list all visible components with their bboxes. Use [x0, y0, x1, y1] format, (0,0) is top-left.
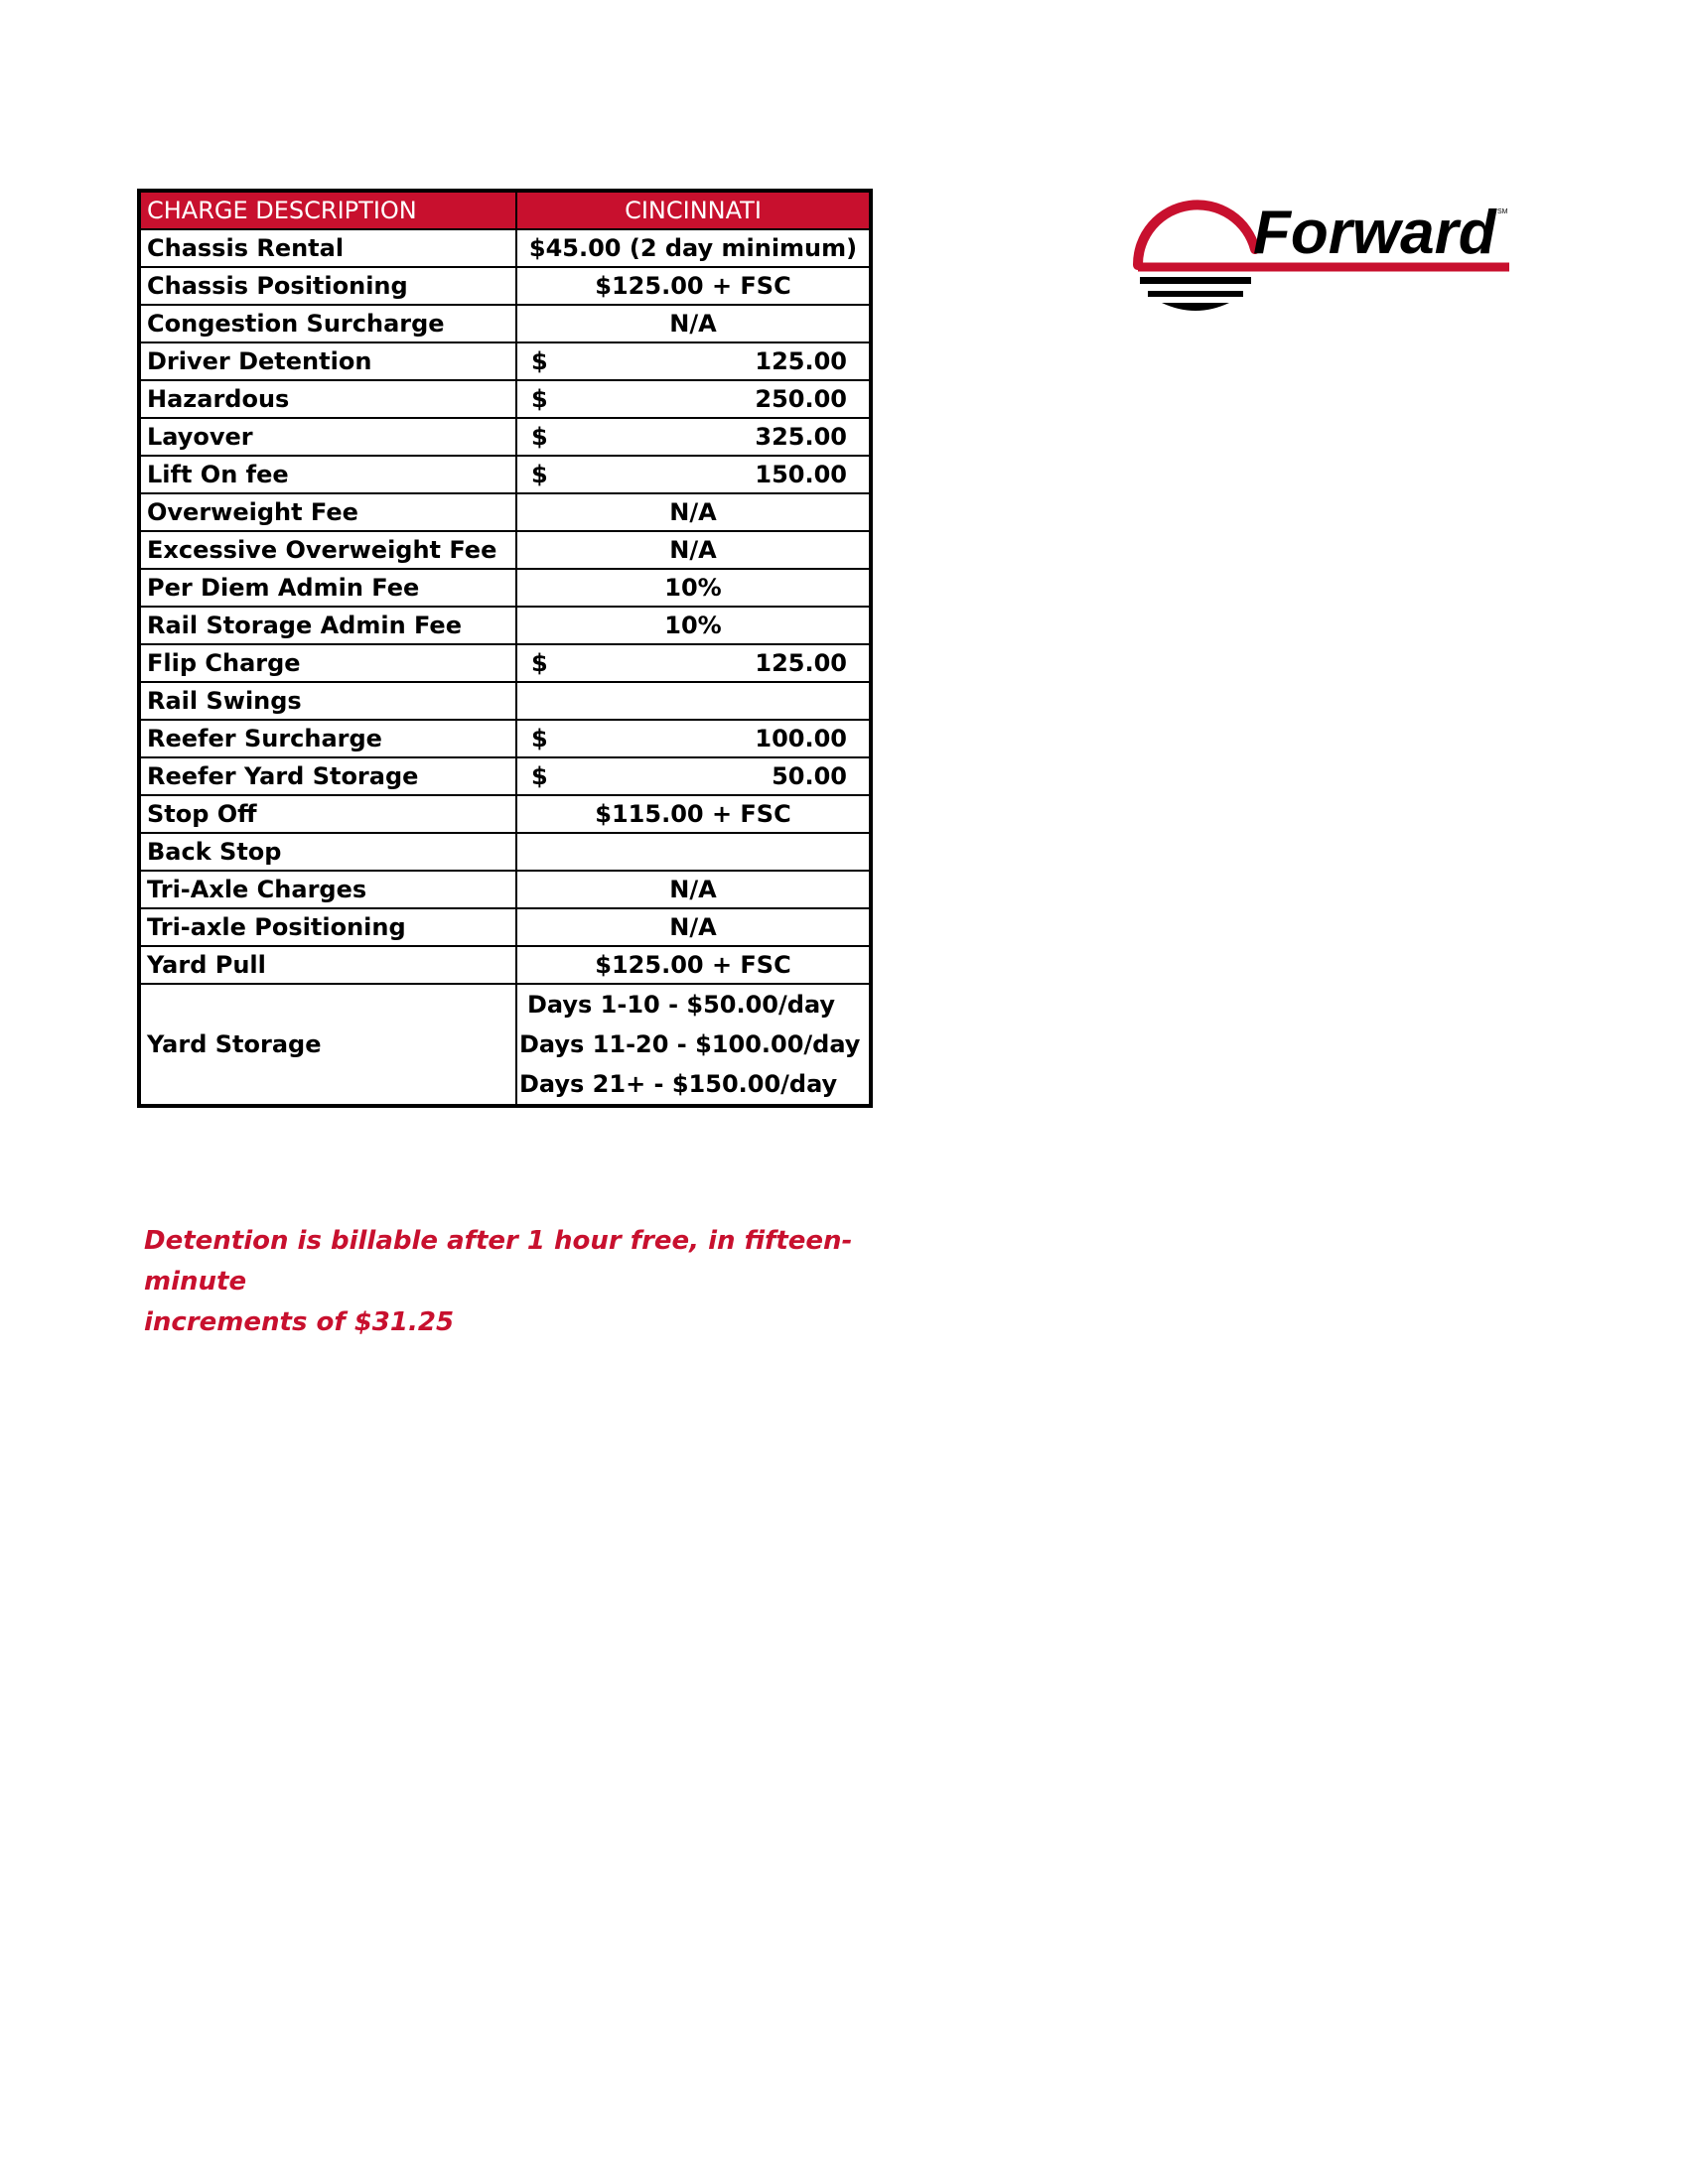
amount-wrapper	[531, 758, 855, 794]
amount-value: 125.00	[755, 347, 847, 375]
charge-value: $115.00 + FSC	[516, 795, 871, 833]
charge-value: 10%	[516, 607, 871, 644]
amount-wrapper	[531, 381, 855, 417]
table-row	[139, 871, 871, 908]
charge-value: N/A	[516, 531, 871, 569]
table-row	[139, 795, 871, 833]
table-row	[139, 418, 871, 456]
amount-value: 100.00	[755, 725, 847, 752]
header-charge-description: CHARGE DESCRIPTION	[139, 191, 516, 229]
forward-logo	[1132, 194, 1509, 327]
charge-label: Congestion Surcharge	[139, 305, 516, 342]
charge-label: Flip Charge	[139, 644, 516, 682]
charge-value: N/A	[516, 305, 871, 342]
yard-storage-tier: Days 1-10 - $50.00/day	[527, 991, 836, 1019]
charge-value: $125.00 + FSC	[516, 946, 871, 984]
charge-amount-cell	[516, 380, 871, 418]
charge-amount-cell	[516, 342, 871, 380]
table-row	[139, 908, 871, 946]
charge-label: Hazardous	[139, 380, 516, 418]
charge-value	[516, 682, 871, 720]
table-row	[139, 267, 871, 305]
table-row	[139, 569, 871, 607]
charge-label: Chassis Rental	[139, 229, 516, 267]
charge-label: Tri-axle Positioning	[139, 908, 516, 946]
currency-symbol: $	[531, 347, 548, 375]
charge-value: 10%	[516, 569, 871, 607]
table-row	[139, 531, 871, 569]
charge-label: Per Diem Admin Fee	[139, 569, 516, 607]
charge-value: N/A	[516, 493, 871, 531]
amount-wrapper	[531, 419, 855, 455]
charge-amount-cell	[516, 418, 871, 456]
charge-amount-cell	[516, 757, 871, 795]
amount-value: 325.00	[755, 423, 847, 451]
table-row	[139, 380, 871, 418]
charge-value	[516, 833, 871, 871]
amount-wrapper	[531, 721, 855, 756]
currency-symbol: $	[531, 385, 548, 413]
charge-label: Driver Detention	[139, 342, 516, 380]
currency-symbol: $	[531, 423, 548, 451]
yard-storage-tiers	[516, 984, 871, 1106]
amount-value: 50.00	[772, 762, 847, 790]
charge-value: N/A	[516, 871, 871, 908]
charge-label: Excessive Overweight Fee	[139, 531, 516, 569]
table-row	[139, 757, 871, 795]
table-body	[139, 229, 871, 1106]
currency-symbol: $	[531, 725, 548, 752]
table-row	[139, 946, 871, 984]
currency-symbol: $	[531, 762, 548, 790]
charge-label: Yard Pull	[139, 946, 516, 984]
charge-value: N/A	[516, 908, 871, 946]
header-location: CINCINNATI	[516, 191, 871, 229]
note-line-1: Detention is billable after 1 hour free, in fifteen-minute	[144, 1226, 853, 1297]
charge-label: Yard Storage	[139, 984, 516, 1106]
logo-wordmark: Forward	[1253, 199, 1496, 267]
charge-label: Tri-Axle Charges	[139, 871, 516, 908]
charge-label: Back Stop	[139, 833, 516, 871]
charge-label: Stop Off	[139, 795, 516, 833]
charge-label: Reefer Surcharge	[139, 720, 516, 757]
yard-storage-tier: Days 11-20 - $100.00/day	[519, 1030, 861, 1058]
header-row	[139, 191, 871, 229]
amount-value: 150.00	[755, 461, 847, 488]
forward-logo-mark	[1132, 194, 1509, 323]
rates-table	[137, 189, 873, 1108]
table-row	[139, 720, 871, 757]
table-row	[139, 229, 871, 267]
charge-label: Layover	[139, 418, 516, 456]
charge-label: Rail Storage Admin Fee	[139, 607, 516, 644]
table-row	[139, 644, 871, 682]
detention-note	[144, 1221, 899, 1343]
charge-value: $45.00 (2 day minimum)	[516, 229, 871, 267]
charge-label: Reefer Yard Storage	[139, 757, 516, 795]
table-row-yard-storage	[139, 984, 871, 1106]
amount-value: 250.00	[755, 385, 847, 413]
charge-value: $125.00 + FSC	[516, 267, 871, 305]
table-row	[139, 682, 871, 720]
amount-value: 125.00	[755, 649, 847, 677]
amount-wrapper	[531, 343, 855, 379]
table-row	[139, 342, 871, 380]
logo-service-mark: SM	[1497, 208, 1508, 215]
charge-amount-cell	[516, 720, 871, 757]
charge-amount-cell	[516, 456, 871, 493]
table-row	[139, 305, 871, 342]
table-row	[139, 493, 871, 531]
note-line-2: increments of $31.25	[144, 1307, 455, 1337]
charge-label: Rail Swings	[139, 682, 516, 720]
table-row	[139, 833, 871, 871]
amount-wrapper	[531, 645, 855, 681]
charge-label: Chassis Positioning	[139, 267, 516, 305]
table-row	[139, 607, 871, 644]
charge-label: Overweight Fee	[139, 493, 516, 531]
charge-label: Lift On fee	[139, 456, 516, 493]
currency-symbol: $	[531, 649, 548, 677]
table-row	[139, 456, 871, 493]
amount-wrapper	[531, 457, 855, 492]
charge-amount-cell	[516, 644, 871, 682]
currency-symbol: $	[531, 461, 548, 488]
yard-storage-tier: Days 21+ - $150.00/day	[519, 1070, 838, 1098]
